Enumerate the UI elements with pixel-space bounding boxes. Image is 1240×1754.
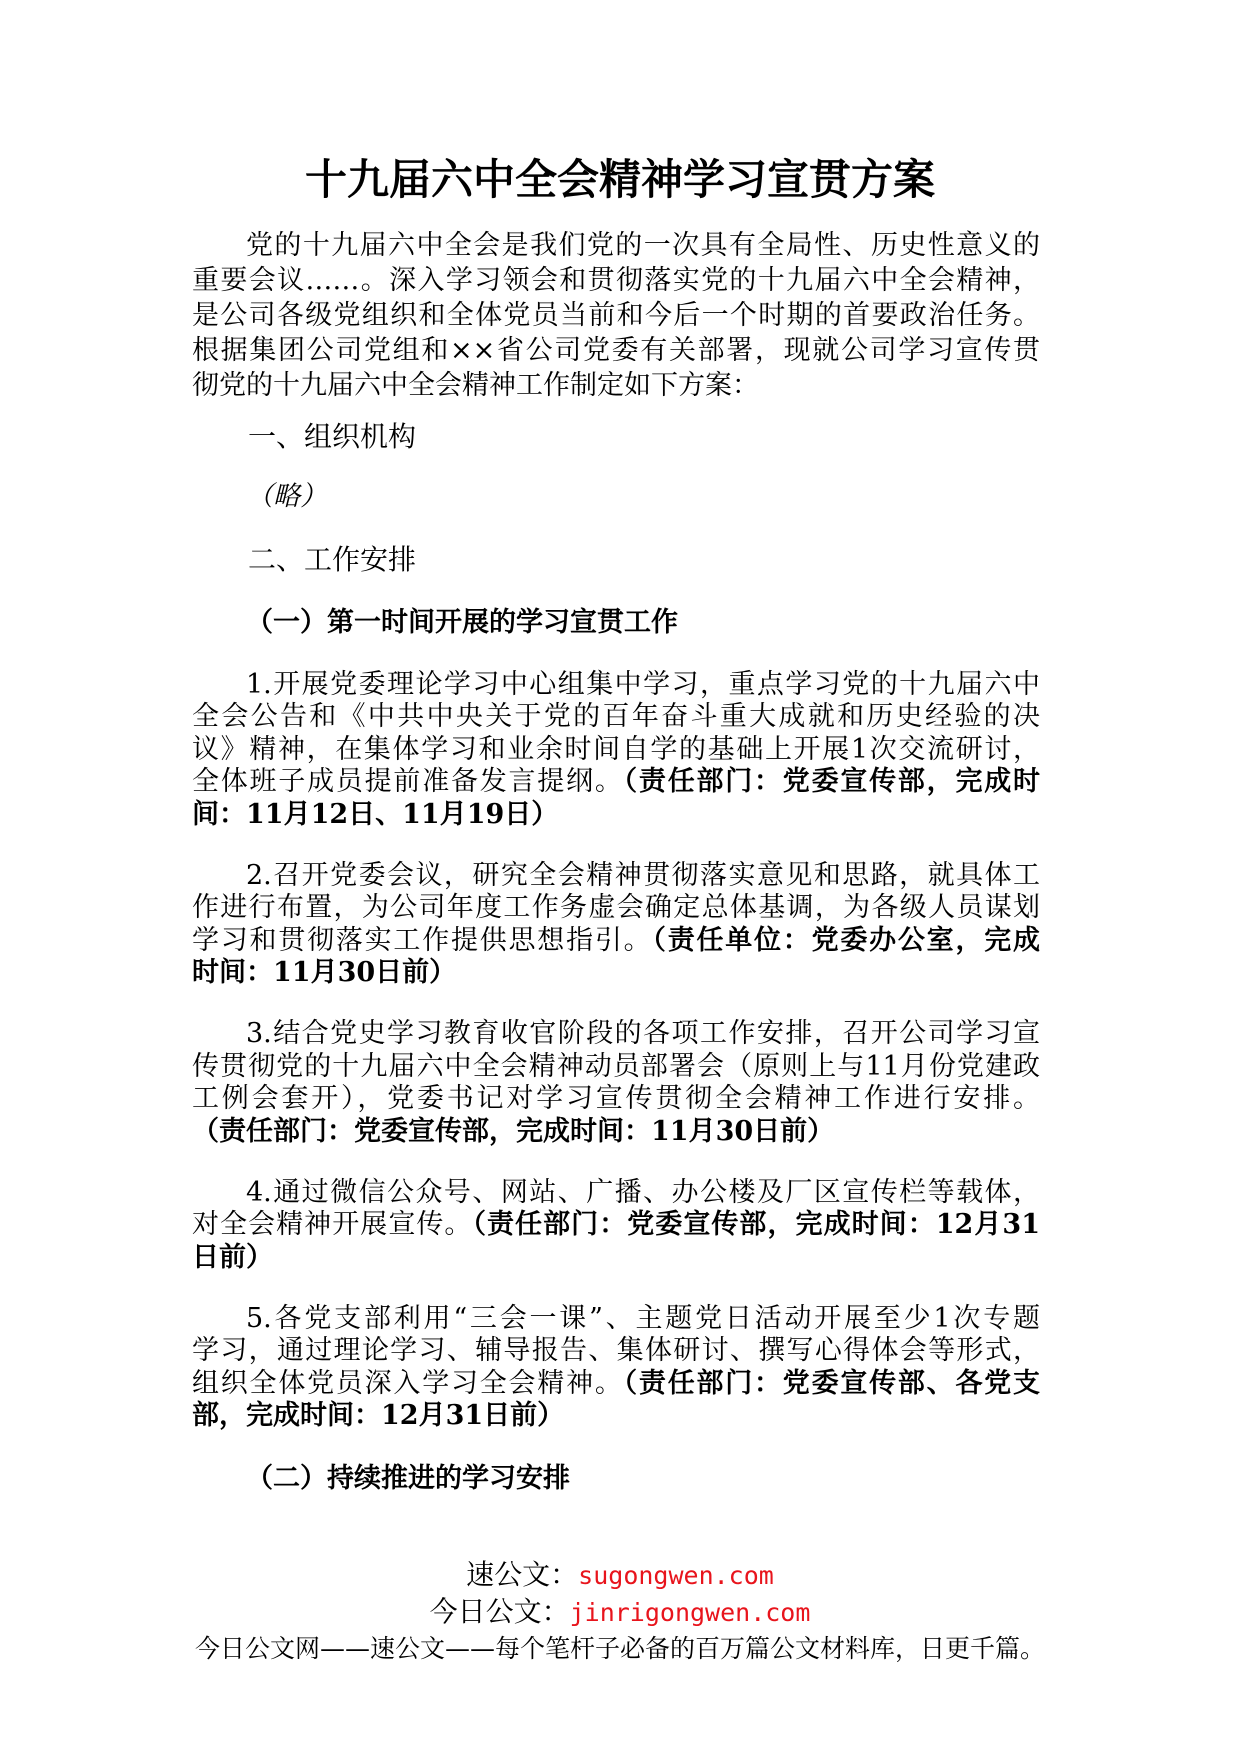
- line-text: 重要会议……。深入学习领会和贯彻落实党的十九届六中全会精神，: [192, 265, 1040, 296]
- line-text: 彻党的十九届六中全会精神工作制定如下方案：: [192, 370, 759, 401]
- line-text: 议》精神，在集体学习和业余时间自学的基础上开展1次交流研讨，: [192, 733, 1040, 765]
- text-line: [192, 1242, 1040, 1275]
- text-line: [192, 1177, 1040, 1210]
- line-text: 学习和贯彻落实工作提供思想指引。: [192, 924, 653, 956]
- text-line: [192, 263, 1040, 298]
- footer-site-url: jinrigongwen.com: [569, 1598, 811, 1627]
- line-text: 对全会精神开展宣传。: [192, 1209, 473, 1240]
- text-line: [192, 1303, 1040, 1336]
- responsibility-note: 日前）: [192, 1241, 273, 1273]
- line-text: 根据集团公司党组和××省公司党委有关部署，现就公司学习宣传贯: [192, 335, 1040, 366]
- responsibility-note: （责任部门：党委宣传部，完成时间：11月30日前）: [192, 1115, 835, 1147]
- line-text: 2.召开党委会议，研究全会精神贯彻落实意见和思路，就具体工: [246, 859, 1040, 891]
- line-text: 全会公告和《中共中央关于党的百年奋斗重大成就和历史经验的决: [192, 701, 1040, 732]
- text-line: [192, 669, 1040, 702]
- text-line: [192, 1018, 1040, 1051]
- task-item: [192, 860, 1040, 990]
- text-line: [192, 1209, 1040, 1242]
- text-line: [192, 734, 1040, 767]
- footer-site-label: 今日公文：: [429, 1595, 570, 1628]
- line-text: 工例会套开），党委书记对学习宣传贯彻全会精神工作进行安排。: [192, 1083, 1040, 1114]
- responsibility-note: 部，完成时间：12月31日前）: [192, 1400, 565, 1431]
- text-line: [192, 298, 1040, 333]
- subsection-heading-immediate: （一）第一时间开展的学习宣贯工作: [246, 607, 678, 638]
- footer-site-line: [0, 1556, 1240, 1593]
- text-line: [192, 1051, 1040, 1084]
- text-line: [192, 228, 1040, 263]
- line-text: 3.结合党史学习教育收官阶段的各项工作安排，召开公司学习宣: [246, 1018, 1040, 1049]
- document-title: 十九届六中全会精神学习宣贯方案: [304, 155, 935, 204]
- footer-site-label: 速公文：: [466, 1558, 579, 1591]
- text-line: [192, 1368, 1040, 1401]
- page-footer: [0, 1556, 1240, 1667]
- text-line: [192, 1400, 1040, 1433]
- intro-paragraph: [192, 228, 1040, 403]
- line-text: 全体班子成员提前准备发言提纲。: [192, 766, 624, 797]
- line-text: 1.开展党委理论学习中心组集中学习，重点学习党的十九届六中: [246, 668, 1040, 700]
- text-line: [192, 892, 1040, 925]
- document-body: [192, 228, 1040, 1496]
- section-note-omitted: （略）: [246, 481, 327, 512]
- text-line: [192, 1335, 1040, 1368]
- section-heading-organization: 一、组织机构: [248, 420, 417, 453]
- line-text: 5.各党支部利用“三会一课”、主题党日活动开展至少1次专题: [246, 1302, 1040, 1334]
- text-line: [192, 799, 1040, 832]
- task-item: [192, 669, 1040, 832]
- text-line: [192, 368, 1040, 403]
- line-text: 4.通过微信公众号、网站、广播、办公楼及厂区宣传栏等载体，: [246, 1176, 1040, 1208]
- section-heading-work-arrangement: 二、工作安排: [248, 543, 417, 576]
- line-text: 是公司各级党组织和全体党员当前和今后一个时期的首要政治任务。: [192, 300, 1040, 331]
- responsibility-note: （责任部门：党委宣传部，完成时间：12月31: [472, 1209, 1040, 1240]
- text-line: [192, 925, 1040, 958]
- responsibility-note: （责任部门：党委宣传部，完成时: [623, 766, 1041, 797]
- responsibility-note: 时间：11月30日前）: [192, 957, 457, 988]
- line-text: 学习，通过理论学习、辅导报告、集体研讨、撰写心得体会等形式，: [192, 1335, 1040, 1366]
- line-text: 作进行布置，为公司年度工作务虚会确定总体基调，为各级人员谋划: [192, 892, 1040, 923]
- task-item: [192, 1018, 1040, 1148]
- task-item: [192, 1177, 1040, 1275]
- subsection-heading-ongoing: （二）持续推进的学习安排: [246, 1463, 570, 1494]
- text-line: [192, 1083, 1040, 1116]
- footer-slogan: 今日公文网——速公文——每个笔杆子必备的百万篇公文材料库，日更千篇。: [194, 1634, 1045, 1663]
- line-text: 传贯彻党的十九届六中全会精神动员部署会（原则上与11月份党建政: [192, 1050, 1040, 1082]
- text-line: [192, 701, 1040, 734]
- text-line: [192, 957, 1040, 990]
- responsibility-note: 间：11月12日、11月19日）: [192, 798, 559, 830]
- text-line: [192, 1116, 1040, 1149]
- footer-site-line: [0, 1593, 1240, 1630]
- responsibility-note: （责任单位：党委办公室，完成: [652, 924, 1041, 956]
- text-line: [192, 860, 1040, 893]
- line-text: 党的十九届六中全会是我们党的一次具有全局性、历史性意义的: [246, 230, 1040, 261]
- footer-site-url: sugongwen.com: [578, 1561, 774, 1590]
- responsibility-note: （责任部门：党委宣传部、各党支: [623, 1367, 1041, 1399]
- task-item: [192, 1303, 1040, 1433]
- line-text: 组织全体党员深入学习全会精神。: [192, 1367, 624, 1399]
- text-line: [192, 766, 1040, 799]
- text-line: [192, 333, 1040, 368]
